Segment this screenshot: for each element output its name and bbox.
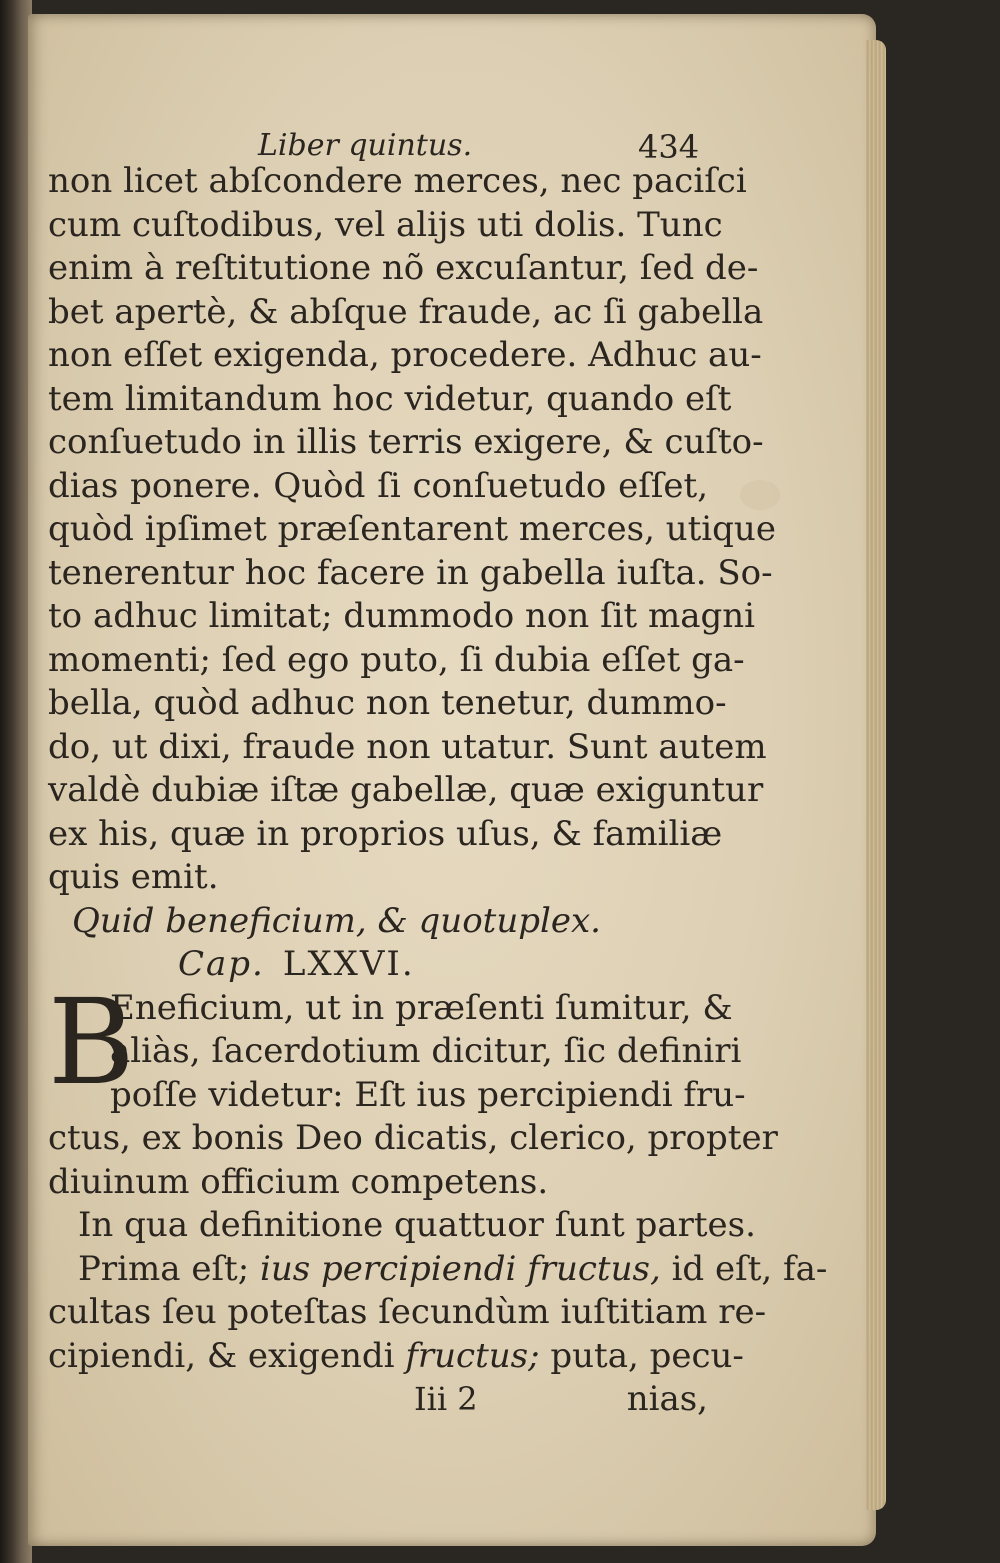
italic-phrase: ius percipiendi fructus, [259, 1248, 661, 1289]
running-head: Liber quintus. [258, 128, 473, 163]
text-line: bella, quòd adhuc non tenetur, dummo- [48, 683, 727, 723]
text-line: enim à reſtitutione nõ excuſantur, ſed de- [48, 248, 759, 288]
text-line: to adhuc limitat; dummodo non ſit magni [48, 596, 756, 636]
text-run: puta, pecu- [550, 1335, 744, 1376]
text-line: ex his, quæ in proprios uſus, & familiæ [48, 813, 723, 854]
drop-cap: B [48, 972, 135, 1111]
chapter-number-line [48, 943, 708, 987]
text-line: bet apertè, & abſque fraude, ac ſi gabella [48, 291, 764, 332]
chapter-number: LXXVI. [282, 944, 415, 984]
text-line [48, 1248, 828, 1292]
signature-mark: Iii 2 [414, 1380, 478, 1418]
text-line: tem limitandum hoc videtur, quando eſt [48, 378, 732, 419]
text-line [48, 1335, 744, 1379]
chapter-opening [48, 972, 778, 1205]
text-run: id eſt, fa- [671, 1248, 828, 1289]
page-edges [866, 40, 886, 1510]
chapter-cap-label: Cap. [178, 944, 265, 984]
text-line: non eſſet exigenda, procedere. Adhuc au- [48, 335, 762, 375]
text-line: momenti; ſed ego puto, ſi dubia eſſet ga- [48, 639, 745, 680]
text-line: Eneficium, ut in præſenti ſumitur, & [110, 987, 733, 1028]
italic-phrase: fructus; [405, 1335, 540, 1376]
catchword: nias, [626, 1379, 708, 1419]
text-line: tenerentur hoc facere in gabella iuſta. So- [48, 552, 773, 593]
text-run: Prima eſt; [78, 1248, 250, 1289]
text-line: dias ponere. Quòd ſi conſuetudo eſſet, [48, 465, 708, 506]
text-line: quòd ipſimet præſentarent merces, utique [48, 509, 776, 549]
text-line: diuinum officium competens. [48, 1161, 549, 1202]
text-line: non licet abſcondere merces, nec paciſci [48, 161, 747, 201]
page-number: 434 [638, 128, 700, 166]
text-line: cultas ſeu poteſtas ſecundùm iuſtitiam re- [48, 1292, 767, 1332]
chapter-title: Quid beneficium, & quotuplex. [72, 900, 601, 941]
text-run: cipiendi, & exigendi [48, 1335, 395, 1376]
text-line: do, ut dixi, fraude non utatur. Sunt autem [48, 726, 767, 767]
text-line: valdè dubiæ iſtæ gabellæ, quæ exiguntur [48, 770, 764, 810]
text-line: In qua definitione quattuor ſunt partes. [78, 1205, 756, 1245]
page-footer [48, 1378, 708, 1422]
paper-stain [740, 480, 780, 510]
body-paragraph [48, 160, 776, 900]
text-line: poſſe videtur: Eſt ius percipiendi fru- [110, 1074, 746, 1115]
page-header [48, 118, 708, 166]
text-block [48, 118, 828, 1422]
text-line: aliàs, ſacerdotium dicitur, ſic definiri [110, 1031, 742, 1071]
text-line: cum cuſtodibus, vel alijs uti dolis. Tunc [48, 204, 723, 245]
text-line: conſuetudo in illis terris exigere, & cuſto- [48, 422, 764, 462]
text-line: quis emit. [48, 857, 219, 897]
text-line: ctus, ex bonis Deo dicatis, clerico, propter [48, 1118, 778, 1158]
